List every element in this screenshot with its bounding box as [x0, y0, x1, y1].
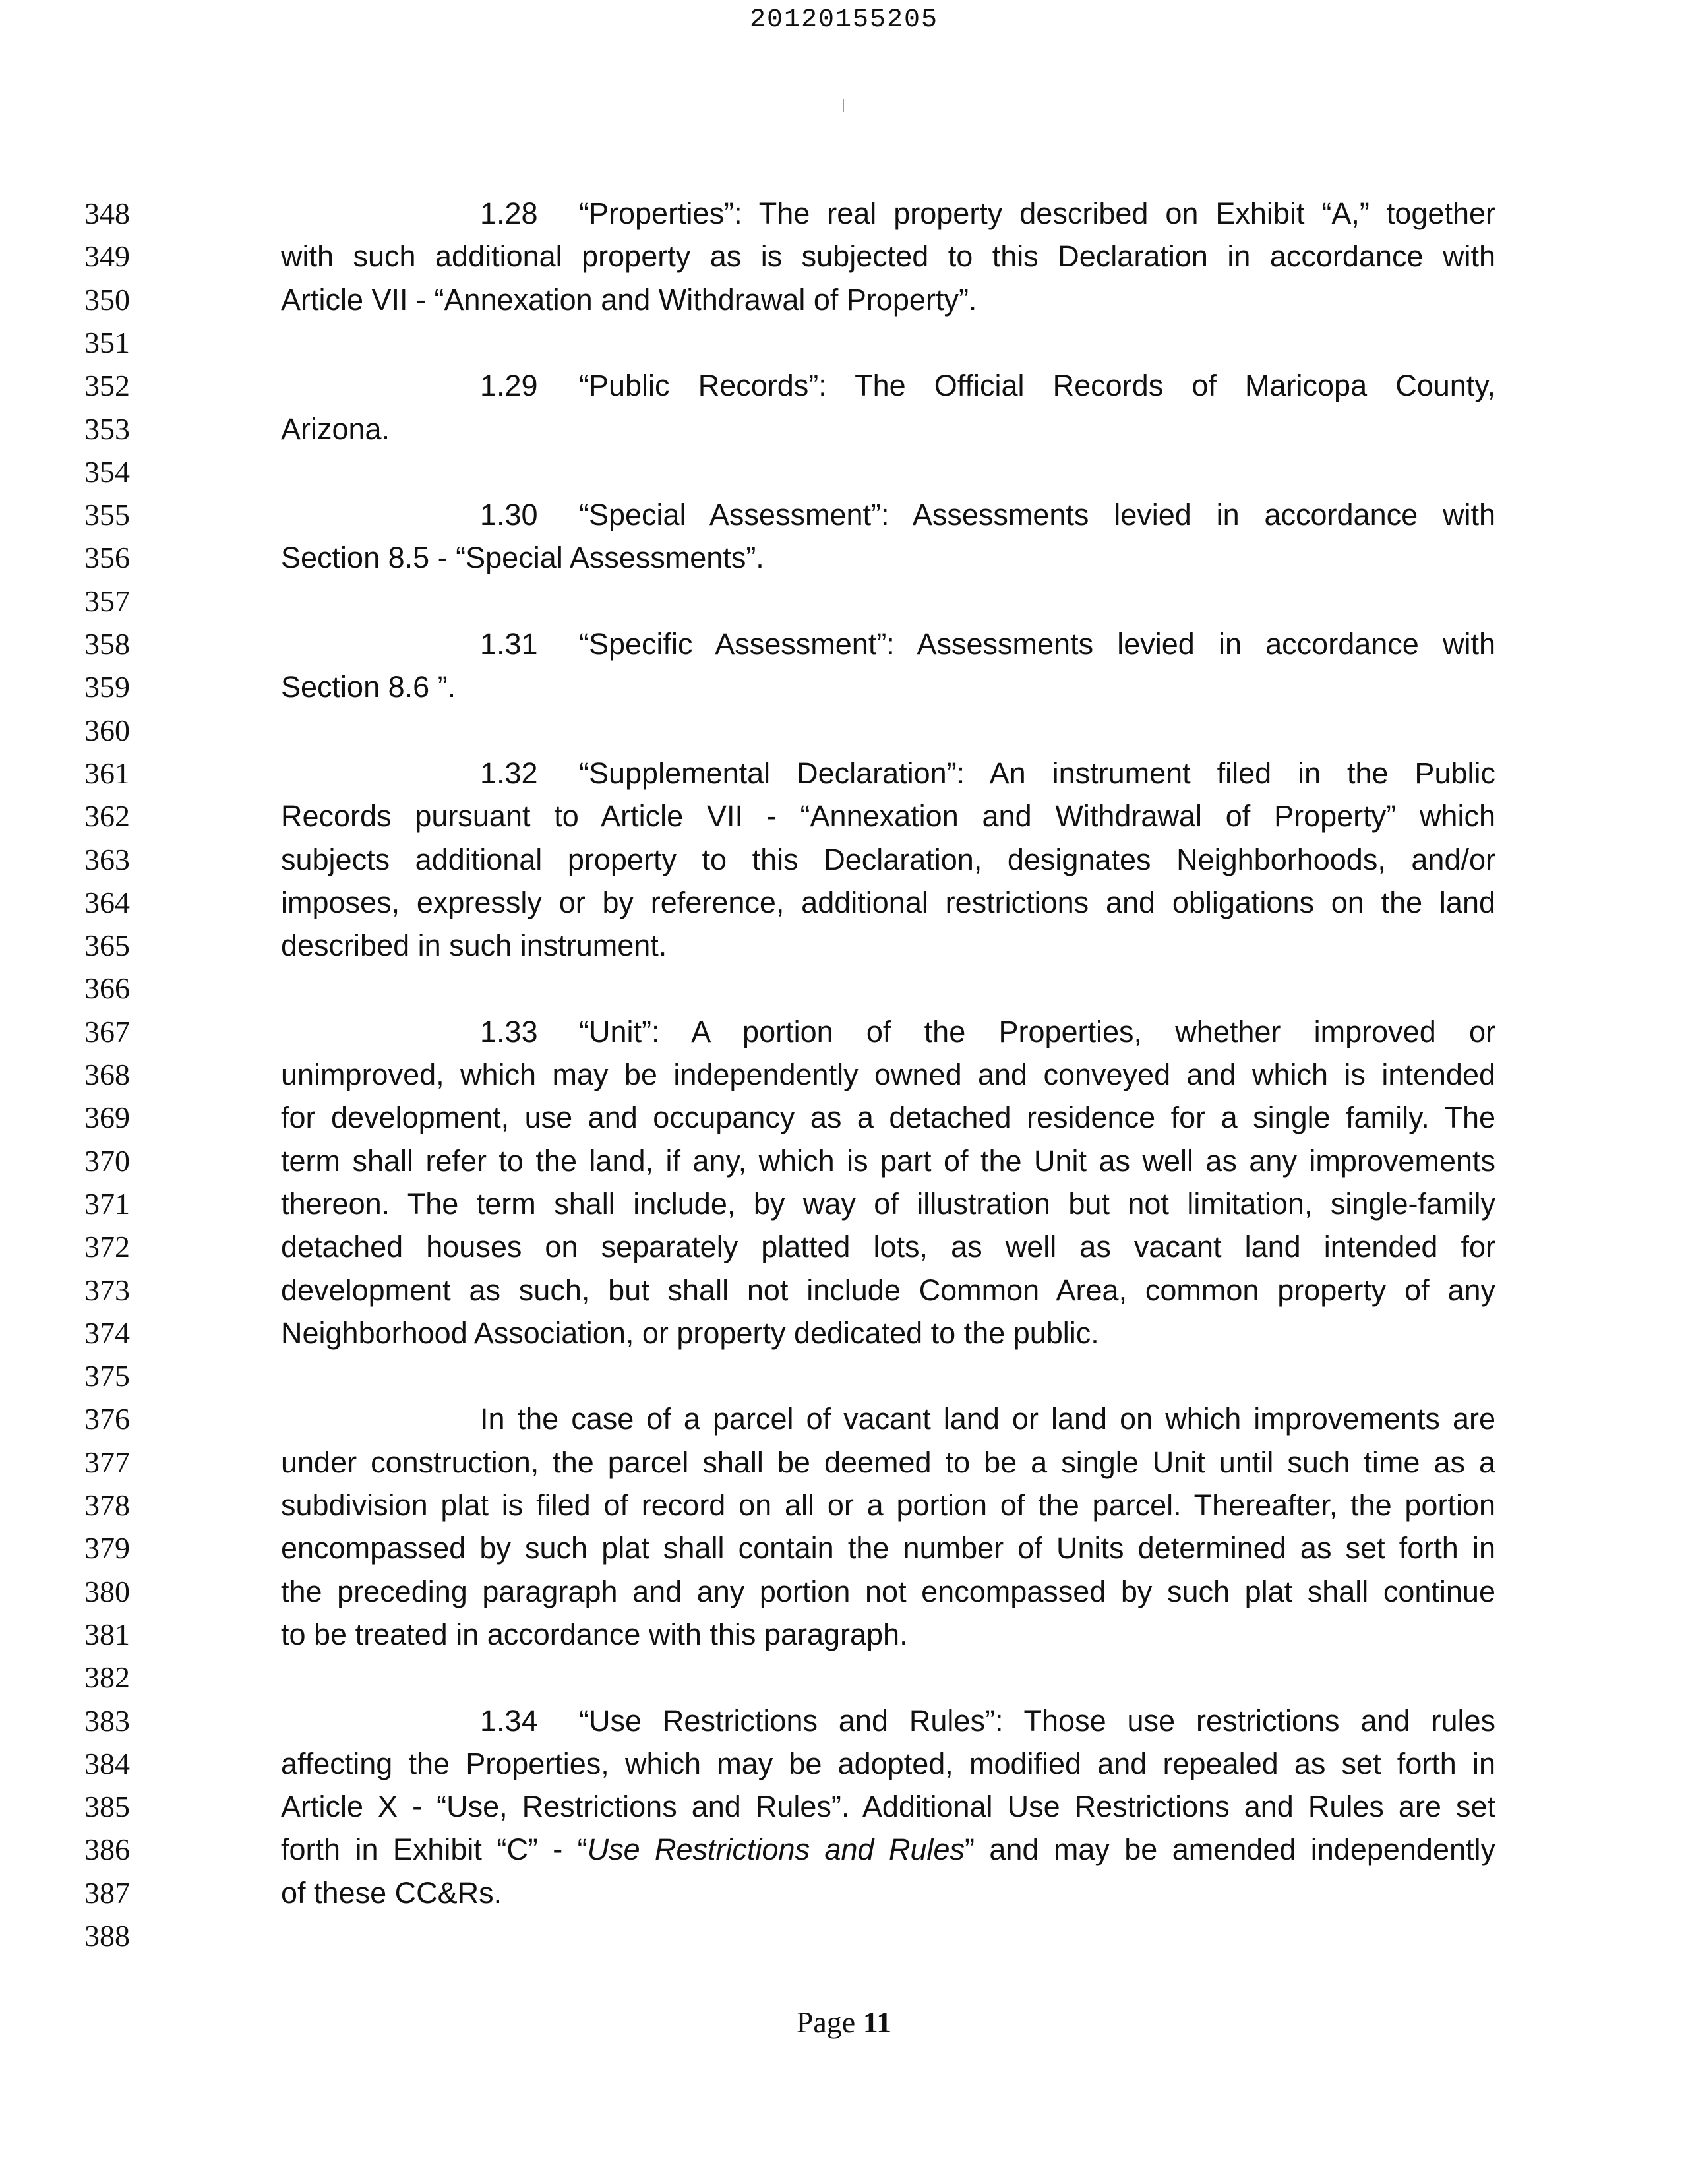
line-text	[480, 1010, 1495, 1054]
line-number: 372	[84, 1230, 130, 1264]
line-text-content: encompassed by such plat shall contain the number of Units determined as set forth in	[281, 1531, 1495, 1565]
line-number: 349	[84, 239, 130, 274]
line-text	[281, 278, 1495, 322]
line-text	[281, 1613, 1495, 1656]
section-number: 1.30	[480, 498, 538, 532]
line-text	[281, 1742, 1495, 1786]
document-line	[84, 364, 1495, 408]
line-number: 385	[84, 1790, 130, 1824]
line-text	[281, 1441, 1495, 1484]
line-text-content: detached houses on separately platted lots, as well as vacant land intended for	[281, 1230, 1495, 1264]
line-text	[281, 1484, 1495, 1527]
line-text-content: term shall refer to the land, if any, which is part of the Unit as well as any improvements	[281, 1143, 1495, 1178]
line-text-content: of these CC&Rs.	[281, 1875, 502, 1910]
document-line	[84, 795, 1495, 838]
line-number: 383	[84, 1703, 130, 1738]
document-line	[84, 665, 1495, 709]
line-number: 348	[84, 197, 130, 230]
document-line	[84, 493, 1495, 537]
document-line	[84, 1699, 1495, 1743]
line-text-content: Neighborhood Association, or property dedicated to the public.	[281, 1316, 1099, 1350]
line-text	[281, 1053, 1495, 1097]
line-text	[281, 1527, 1495, 1570]
line-number: 374	[84, 1316, 130, 1350]
line-text-content: thereon. The term shall include, by way of illustration but not limitation, single-family	[281, 1186, 1495, 1221]
line-text	[281, 795, 1495, 838]
document-line	[84, 967, 1495, 1010]
line-text-content: subjects additional property to this Declaration, designates Neighborhoods, and/or	[281, 842, 1495, 876]
line-text	[281, 1139, 1495, 1183]
document-line	[84, 1871, 1495, 1915]
line-number: 380	[84, 1574, 130, 1608]
line-text-content: subdivision plat is filed of record on all or a portion of the parcel. Thereafter, the portion	[281, 1488, 1495, 1522]
line-text-content: “Use Restrictions and Rules”: Those use restrictions and rules	[579, 1703, 1495, 1738]
section-number: 1.31	[480, 627, 538, 661]
document-line	[84, 1828, 1495, 1871]
document-line	[84, 450, 1495, 494]
document-line	[84, 1096, 1495, 1139]
page-footer	[0, 2005, 1688, 2040]
line-text-content: forth in Exhibit “C” - “	[281, 1833, 588, 1867]
line-text-content: the preceding paragraph and any portion not encompassed by such plat shall continue	[281, 1574, 1495, 1608]
line-text	[281, 1096, 1495, 1139]
document-line	[84, 580, 1495, 623]
line-number: 360	[84, 713, 130, 747]
line-text-content: Article VII - “Annexation and Withdrawal of Property”.	[281, 282, 977, 317]
line-number: 370	[84, 1143, 130, 1178]
italic-title: Use Restrictions and Rules	[587, 1833, 965, 1867]
document-line	[84, 1010, 1495, 1054]
document-line	[84, 1742, 1495, 1786]
line-text	[480, 622, 1495, 666]
section-number: 1.29	[480, 369, 538, 403]
line-number: 351	[84, 325, 130, 359]
document-line	[84, 1613, 1495, 1656]
document-line	[84, 321, 1495, 365]
line-text-content: for development, use and occupancy as a detached residence for a single family. The	[281, 1101, 1495, 1135]
line-text-content: Arizona.	[281, 411, 390, 446]
line-number: 376	[84, 1402, 130, 1436]
line-text	[480, 364, 1495, 408]
line-text	[281, 536, 1495, 580]
line-text	[281, 235, 1495, 278]
document-line	[84, 1053, 1495, 1097]
line-text	[480, 1699, 1495, 1743]
line-number: 368	[84, 1058, 130, 1091]
line-text	[480, 192, 1495, 235]
line-text	[480, 752, 1495, 795]
line-text	[281, 1785, 1495, 1829]
line-text-content: “Public Records”: The Official Records of Maricopa County,	[579, 369, 1495, 403]
document-line	[84, 1182, 1495, 1226]
line-text-content: imposes, expressly or by reference, additional restrictions and obligations on the land	[281, 885, 1495, 919]
line-number: 364	[84, 885, 130, 919]
document-line	[84, 1785, 1495, 1829]
line-number: 365	[84, 928, 130, 963]
document-line	[84, 838, 1495, 882]
line-number: 387	[84, 1875, 130, 1910]
line-number: 357	[84, 584, 130, 618]
line-number: 366	[84, 971, 130, 1006]
line-text	[281, 1225, 1495, 1269]
line-text-content: to be treated in accordance with this paragraph.	[281, 1617, 908, 1651]
line-number: 352	[84, 369, 130, 403]
line-number: 354	[84, 454, 130, 489]
line-number: 377	[84, 1445, 130, 1479]
line-number: 356	[84, 541, 130, 575]
page-number: 11	[862, 2005, 892, 2039]
line-number: 386	[84, 1833, 130, 1867]
document-line	[84, 1656, 1495, 1699]
line-text-content: “Unit”: A portion of the Properties, whether improved or	[579, 1014, 1495, 1048]
line-text	[281, 408, 1495, 451]
document-line	[84, 881, 1495, 925]
line-number: 373	[84, 1273, 130, 1307]
document-line	[84, 1914, 1495, 1958]
document-line	[84, 1484, 1495, 1527]
line-number: 359	[84, 670, 130, 704]
line-text	[480, 1397, 1495, 1441]
line-text	[480, 493, 1495, 537]
line-text	[281, 1570, 1495, 1614]
line-text	[281, 838, 1495, 882]
document-line	[84, 752, 1495, 795]
section-number: 1.34	[480, 1703, 538, 1738]
document-line	[84, 278, 1495, 322]
line-text	[281, 1182, 1495, 1226]
line-number: 361	[84, 756, 130, 790]
line-number: 355	[84, 498, 130, 532]
line-text	[281, 1828, 1495, 1871]
section-number: 1.32	[480, 756, 538, 790]
scan-mark	[843, 99, 844, 112]
line-text-content: “Special Assessment”: Assessments levied in accordance with	[579, 498, 1495, 532]
document-line	[84, 235, 1495, 278]
line-text-content: Records pursuant to Article VII - “Annexation and Withdrawal of Property” which	[281, 799, 1495, 834]
line-number: 381	[84, 1617, 130, 1651]
document-line	[84, 1570, 1495, 1614]
line-text-content: “Supplemental Declaration”: An instrument filed in the Public	[579, 756, 1495, 790]
document-line	[84, 1397, 1495, 1441]
line-text-content: unimproved, which may be independently owned and conveyed and which is intended	[281, 1058, 1495, 1091]
document-line	[84, 408, 1495, 451]
line-text-content: “Properties”: The real property described on Exhibit “A,” together	[579, 197, 1495, 230]
line-text	[281, 924, 1495, 967]
document-line	[84, 1269, 1495, 1312]
line-text-content: “Specific Assessment”: Assessments levied in accordance with	[579, 627, 1495, 661]
document-line	[84, 622, 1495, 666]
document-line	[84, 192, 1495, 235]
line-number: 350	[84, 282, 130, 317]
line-text-content: described in such instrument.	[281, 928, 667, 963]
line-text-content: affecting the Properties, which may be adopted, modified and repealed as set forth in	[281, 1746, 1495, 1780]
line-text	[281, 1269, 1495, 1312]
line-text	[281, 1871, 1495, 1915]
section-number: 1.33	[480, 1014, 538, 1048]
section-number: 1.28	[480, 197, 538, 230]
line-text-content: Section 8.5 - “Special Assessments”.	[281, 541, 764, 575]
line-number: 379	[84, 1531, 130, 1565]
line-number: 369	[84, 1101, 130, 1135]
line-text-content: Article X - “Use, Restrictions and Rules”. Additional Use Restrictions and Rules are set	[281, 1790, 1495, 1824]
document-line	[84, 924, 1495, 967]
line-text-content: under construction, the parcel shall be deemed to be a single Unit until such time as a	[281, 1445, 1495, 1479]
line-text-content: In the case of a parcel of vacant land or land on which improvements are	[480, 1402, 1495, 1436]
document-line	[84, 1354, 1495, 1398]
line-number: 371	[84, 1186, 130, 1221]
line-number: 375	[84, 1359, 130, 1393]
line-text-content: Section 8.6 ”.	[281, 670, 456, 704]
document-line	[84, 1139, 1495, 1183]
page-label: Page	[796, 2005, 856, 2039]
document-line	[84, 1312, 1495, 1355]
line-number: 358	[84, 627, 130, 661]
line-text	[281, 665, 1495, 709]
document-line	[84, 709, 1495, 752]
line-number: 362	[84, 799, 130, 834]
line-number: 378	[84, 1488, 130, 1522]
line-text	[281, 881, 1495, 925]
document-line	[84, 1441, 1495, 1484]
line-number: 367	[84, 1014, 130, 1048]
line-number: 363	[84, 842, 130, 876]
line-number: 353	[84, 411, 130, 446]
line-number: 388	[84, 1919, 130, 1953]
document-line	[84, 536, 1495, 580]
document-line	[84, 1225, 1495, 1269]
line-text-after: ” and may be amended independently	[965, 1833, 1496, 1867]
line-text	[281, 1312, 1495, 1355]
line-number: 384	[84, 1746, 130, 1780]
document-line	[84, 1527, 1495, 1570]
line-number: 382	[84, 1660, 130, 1695]
document-number: 20120155205	[749, 5, 939, 35]
line-text-content: development as such, but shall not include Common Area, common property of any	[281, 1273, 1495, 1307]
line-text-content: with such additional property as is subjected to this Declaration in accordance with	[281, 239, 1495, 274]
